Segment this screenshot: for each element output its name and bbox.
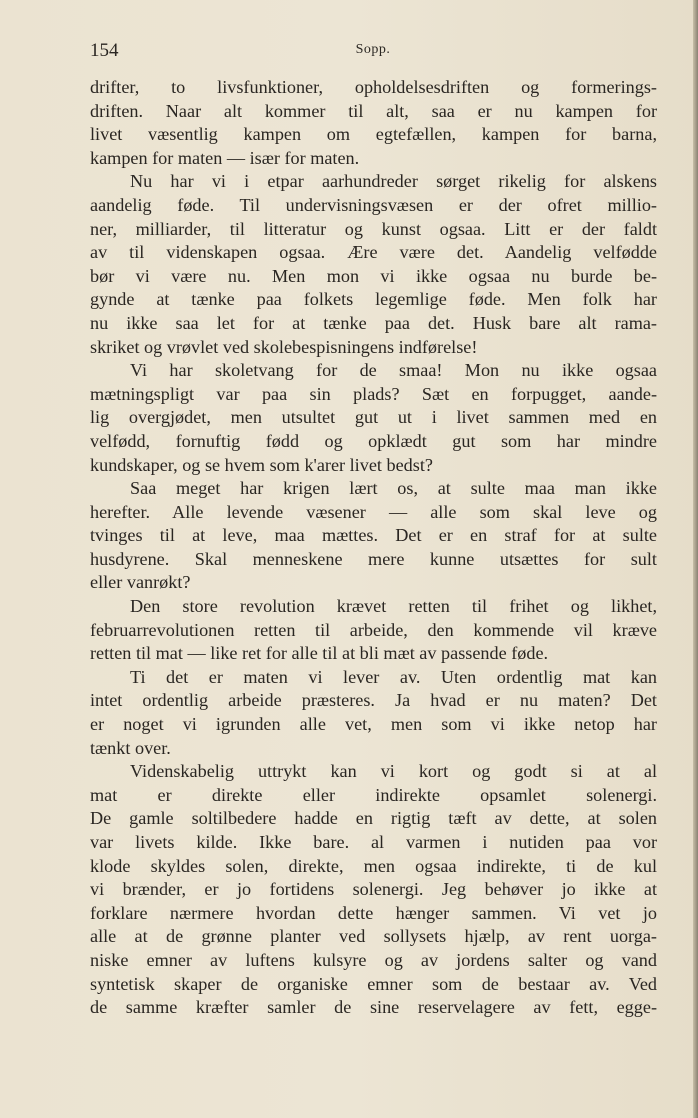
text-line: eller vanrøkt? (90, 572, 191, 593)
text-line: herefter. Alle levende væsener — alle som skal leve og (90, 501, 657, 522)
text-line: februarrevolutionen retten til arbeide, den kommende vil kræve (90, 619, 657, 640)
text-line: av til videnskapen ogsaa. Ære være det. Aandelig velfødde (90, 242, 657, 263)
text-line: drifter, to livsfunktioner, opholdelsesdriften og formerings- (90, 77, 657, 97)
text-line: Ti det er maten vi lever av. Uten ordentlig mat kan (130, 666, 657, 687)
text-line: tvinges til at leve, maa mættes. Det er en straf for at sulte (90, 525, 657, 546)
body-text (90, 76, 657, 1020)
text-line: husdyrene. Skal menneskene mere kunne utsættes for sult (90, 548, 657, 569)
text-line: nu ikke saa let for at tænke paa det. Husk bare alt rama- (90, 312, 657, 333)
text-line: Videnskabelig uttrykt kan vi kort og godt si at al (130, 761, 657, 782)
running-title: Sopp. (355, 42, 391, 57)
text-line: forklare nærmere hvordan dette hænger sammen. Vi vet jo (90, 902, 657, 923)
text-line: er noget vi igrunden alle vet, men som vi ikke netop har (90, 714, 657, 735)
text-line: velfødd, fornuftig fødd og opklædt gut som har mindre (90, 430, 657, 451)
text-line: livet væsentlig kampen om egtefællen, kampen for barna, (90, 124, 657, 145)
page-header (90, 40, 656, 66)
text-line: klode skyldes solen, direkte, men ogsaa indirekte, ti de kul (90, 855, 657, 876)
text-line: gynde at tænke paa folkets legemlige føde. Men folk har (90, 289, 657, 310)
text-line: lig overgjødet, men utsultet gut ut i livet sammen med en (90, 407, 657, 428)
text-line: ner, milliarder, til litteratur og kunst ogsaa. Litt er der faldt (90, 218, 657, 239)
text-line: intet ordentlig arbeide præsteres. Ja hvad er nu maten? Det (90, 690, 657, 711)
text-line: Saa meget har krigen lært os, at sulte maa man ikke (130, 478, 657, 499)
text-line: alle at de grønne planter ved sollysets hjælp, av rent uorga- (90, 926, 657, 947)
text-line: Nu har vi i etpar aarhundreder sørget rikelig for alskens (130, 171, 657, 192)
text-line: retten til mat — like ret for alle til at bli mæt av passende føde. (90, 643, 549, 664)
text-line: Vi har skoletvang for de smaa! Mon nu ikke ogsaa (130, 360, 657, 381)
page-number: 154 (90, 40, 119, 61)
text-line: aandelig føde. Til undervisningsvæsen er der ofret millio- (90, 194, 657, 215)
text-line: de samme kræfter samler de sine reservelagere av fett, egge- (90, 997, 657, 1018)
text-line: mætningspligt var paa sin plads? Sæt en forpugget, aande- (90, 383, 657, 404)
text-line: driften. Naar alt kommer til alt, saa er nu kampen for (90, 100, 657, 121)
text-line: mat er direkte eller indirekte opsamlet solenergi. (90, 784, 657, 805)
text-line: var livets kilde. Ikke bare. al varmen i nutiden paa vor (90, 832, 657, 852)
text-line: niske emner av luftens kulsyre og av jordens salter og vand (90, 949, 657, 970)
text-line: kundskaper, og se hvem som k'arer livet bedst? (90, 454, 433, 475)
text-line: bør vi være nu. Men mon vi ikke ogsaa nu burde be- (90, 265, 657, 286)
text-line: kampen for maten — især for maten. (90, 147, 360, 168)
text-line: vi brænder, er jo fortidens solenergi. Jeg behøver jo ikke at (90, 879, 657, 900)
page-edge (693, 0, 698, 1118)
text-line: Den store revolution krævet retten til frihet og likhet, (130, 596, 657, 617)
text-line: tænkt over. (90, 737, 171, 758)
text-line: De gamle soltilbedere hadde en rigtig tæft av dette, at solen (90, 808, 657, 829)
text-line: syntetisk skaper de organiske emner som de bestaar av. Ved (90, 973, 657, 994)
text-line: skriket og vrøvlet ved skolebespisningens indførelse! (90, 336, 478, 357)
